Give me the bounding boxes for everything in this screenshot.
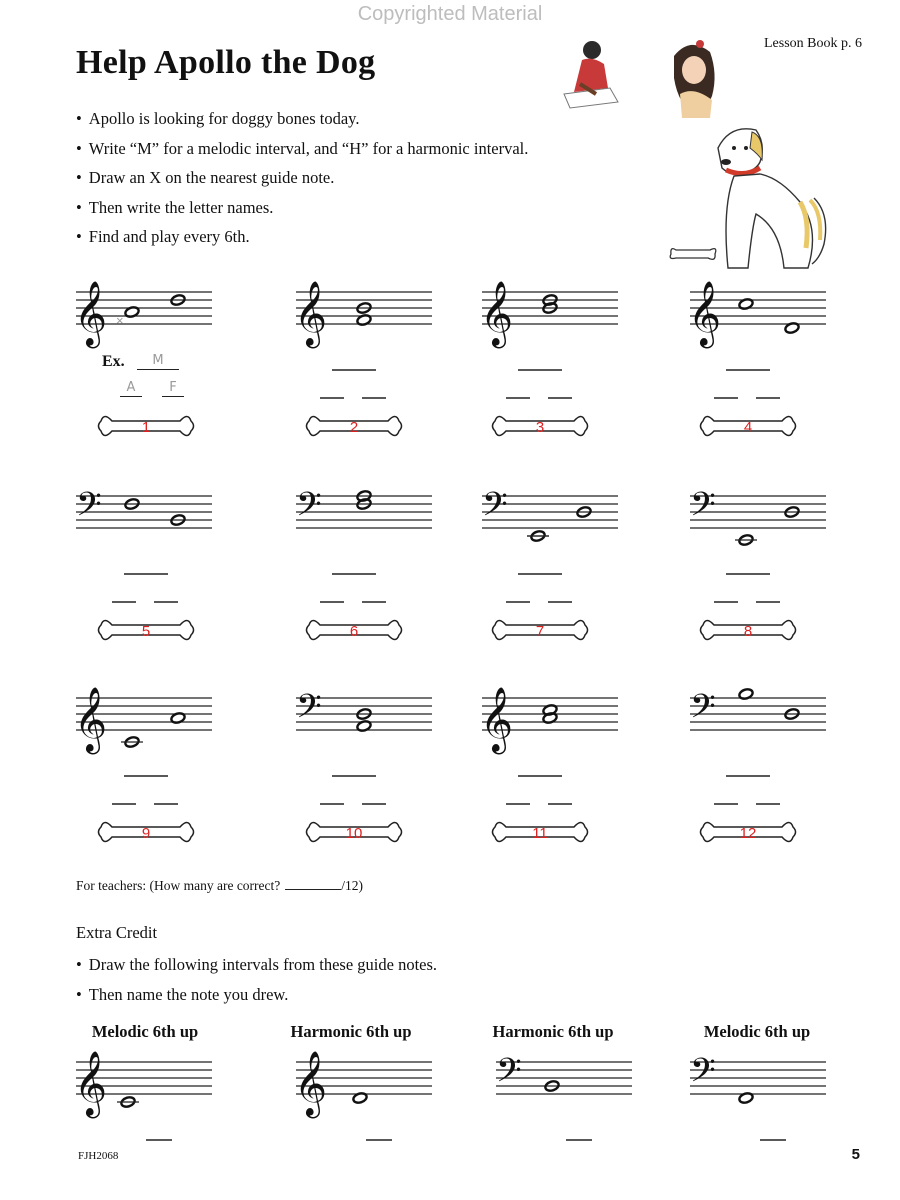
page-number: 5 — [851, 1146, 860, 1163]
bone-icon — [701, 823, 796, 843]
bone-number: 12 — [739, 825, 757, 842]
bone-number: 1 — [141, 419, 151, 436]
bass-clef-icon: 𝄢 — [296, 689, 322, 733]
score-total: /12) — [341, 878, 364, 893]
instruction-item: • Write “M” for a melodic interval, and “H” for a harmonic interval. — [76, 134, 528, 164]
treble-clef-icon: 𝄞 — [688, 281, 722, 344]
instruction-item: • Draw an X on the nearest guide note. — [76, 163, 528, 193]
teacher-score-line — [76, 878, 363, 894]
boy-drawing-illustration — [552, 36, 632, 112]
apollo-dog-illustration — [660, 118, 840, 278]
extra-credit-staves — [0, 1050, 900, 1150]
example-letter-blank — [162, 396, 184, 397]
example-label: Ex. — [102, 353, 125, 370]
bass-clef-icon: 𝄢 — [482, 487, 508, 531]
example-letter-answer: A — [126, 380, 136, 395]
bone-number: 6 — [349, 623, 359, 640]
extra-credit-list — [76, 950, 437, 1009]
bone-icon — [307, 823, 402, 843]
page-title: Help Apollo the Dog — [76, 44, 376, 81]
treble-clef-icon: 𝄞 — [74, 1051, 108, 1114]
instruction-item: • Apollo is looking for doggy bones today. — [76, 104, 528, 134]
bass-clef-icon: 𝄢 — [690, 1053, 716, 1097]
treble-clef-icon: 𝄞 — [480, 281, 514, 344]
exercise-grid — [0, 270, 900, 870]
bass-clef-icon: 𝄢 — [76, 487, 102, 531]
bone-icon — [493, 621, 588, 641]
extra-credit-item: • Draw the following intervals from these guide notes. — [76, 950, 437, 980]
bone-icon — [99, 823, 194, 843]
extra-credit-heading: Extra Credit — [76, 923, 158, 942]
bone-icon — [493, 823, 588, 843]
product-code: FJH2068 — [78, 1150, 119, 1162]
treble-clef-icon: 𝄞 — [74, 281, 108, 344]
extra-task-label: Harmonic 6th up — [290, 1022, 412, 1041]
example-letter-blank — [120, 396, 142, 397]
example-type-blank — [137, 369, 179, 370]
example-x-mark: × — [116, 313, 124, 328]
bone-icon — [99, 417, 194, 437]
example-type-answer: M — [152, 353, 164, 368]
bone-icon — [701, 417, 796, 437]
bone-number: 2 — [349, 419, 359, 436]
bone-number: 5 — [141, 623, 151, 640]
bone-icon — [99, 621, 194, 641]
watermark: Copyrighted Material — [357, 3, 543, 25]
treble-clef-icon: 𝄞 — [294, 1051, 328, 1114]
treble-clef-icon: 𝄞 — [74, 687, 108, 750]
bass-clef-icon: 𝄢 — [296, 487, 322, 531]
example-letter-answer: F — [169, 380, 177, 395]
treble-clef-icon: 𝄞 — [294, 281, 328, 344]
score-blank[interactable] — [285, 889, 341, 890]
extra-task-label: Melodic 6th up — [91, 1022, 199, 1041]
bone-icon — [493, 417, 588, 437]
instruction-list — [76, 104, 528, 252]
bone-icon — [307, 417, 402, 437]
bone-icon — [307, 621, 402, 641]
bone-number: 4 — [743, 419, 753, 436]
bone-number: 3 — [535, 419, 545, 436]
bass-clef-icon: 𝄢 — [690, 689, 716, 733]
bone-number: 10 — [345, 825, 363, 842]
bass-clef-icon: 𝄢 — [690, 487, 716, 531]
instruction-item: • Then write the letter names. — [76, 193, 528, 223]
treble-clef-icon: 𝄞 — [480, 687, 514, 750]
bone-number: 9 — [141, 825, 151, 842]
instruction-item: • Find and play every 6th. — [76, 222, 528, 252]
extra-credit-item: • Then name the note you drew. — [76, 980, 437, 1010]
teacher-prompt: For teachers: (How many are correct? — [76, 878, 281, 893]
extra-task-label: Harmonic 6th up — [492, 1022, 614, 1041]
bone-number: 11 — [532, 825, 548, 842]
lesson-reference: Lesson Book p. 6 — [764, 36, 862, 51]
bone-number: 7 — [535, 623, 545, 640]
bone-icon — [701, 621, 796, 641]
girl-illustration — [660, 34, 730, 124]
bass-clef-icon: 𝄢 — [496, 1053, 522, 1097]
bone-number: 8 — [743, 623, 753, 640]
extra-task-label: Melodic 6th up — [703, 1022, 811, 1041]
